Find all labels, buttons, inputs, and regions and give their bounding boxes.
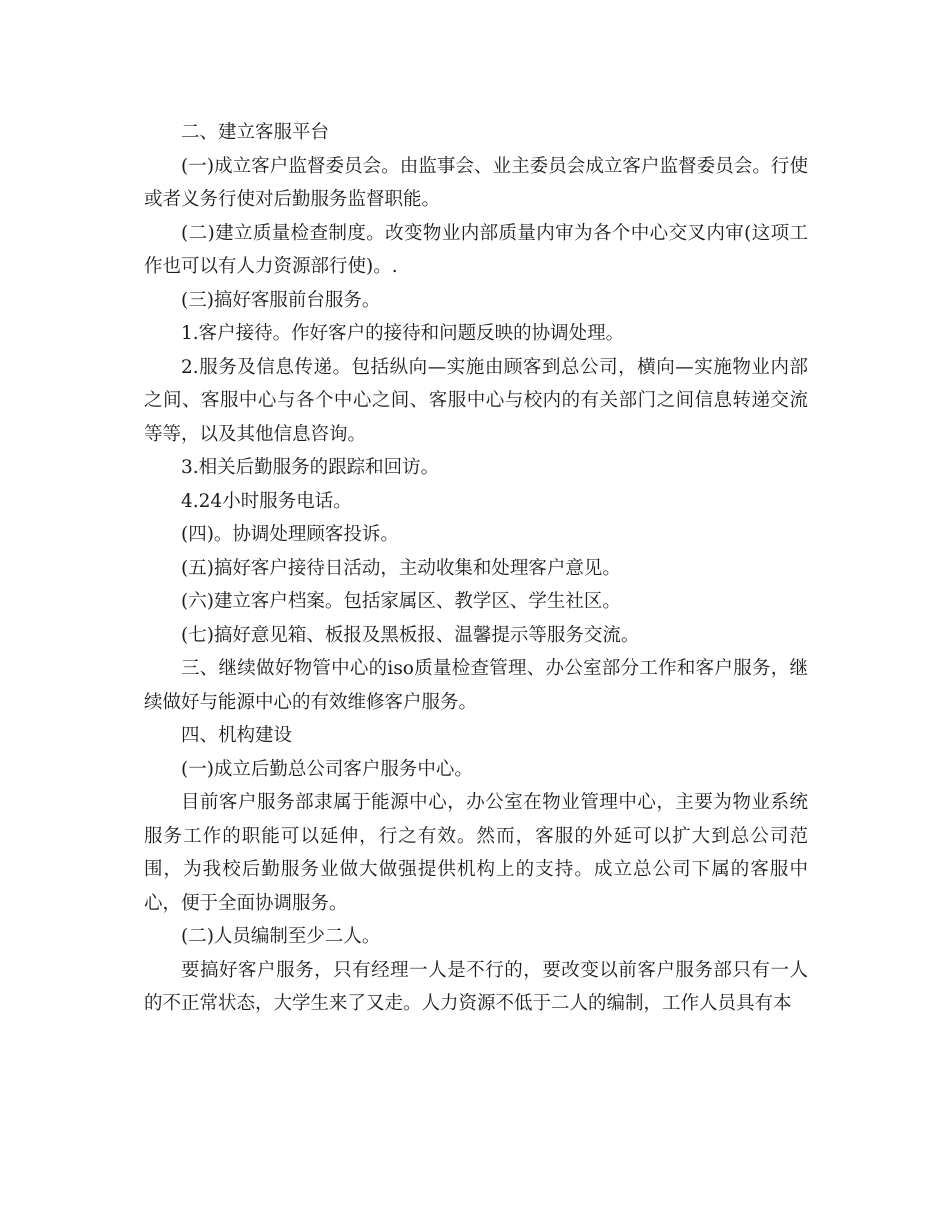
paragraph: (一)成立后勤总公司客户服务中心。 — [181, 758, 473, 780]
list-item: 2.服务及信息传递。包括纵向—实施由顾客到总公司，横向—实施物业内部之间、客服中心与各个中心之间、客服中心与校内的有关部门之间信息转递交流等等，以及其他信息咨询。 — [144, 356, 808, 445]
list-item: 1.客户接待。作好客户的接待和问题反映的协调处理。 — [181, 323, 625, 344]
paragraph: (二)人员编制至少二人。 — [181, 926, 381, 947]
paragraph: (七)搞好意见箱、板报及黑板报、温馨提示等服务交流。 — [181, 624, 640, 646]
paragraph: 目前客户服务部隶属于能源中心，办公室在物业管理中心，主要为物业系统服务工作的职能可以延伸，行之有效。然而，客服的外延可以扩大到总公司范围，为我校后勤服务业做大做强提供机构上的支持。成立总公司下属的客服中心，便于全面协调服务。 — [144, 792, 808, 914]
list-item: 3.相关后勤服务的跟踪和回访。 — [181, 457, 440, 478]
paragraph: (六)建立客户档案。包括家属区、教学区、学生社区。 — [181, 591, 621, 612]
section-heading-continue: 三、继续做好物管中心的iso质量检查管理、办公室部分工作和客户服务，继续做好与能源中心的有效维修客户服务。 — [144, 658, 808, 713]
paragraph: 要搞好客户服务，只有经理一人是不行的，要改变以前客户服务部只有一人的不正常状态，大学生来了又走。人力资源不低于二人的编制，工作人员具有本 — [144, 959, 808, 1014]
paragraph: (五)搞好客户接待日活动，主动收集和处理客户意见。 — [181, 557, 621, 579]
paragraph: (三)搞好客服前台服务。 — [181, 289, 381, 311]
paragraph: (一)成立客户监督委员会。由监事会、业主委员会成立客户监督委员会。行使或者义务行使对后勤服务监督职能。 — [144, 155, 808, 210]
section-heading-customer-service-platform: 二、建立客服平台 — [181, 122, 330, 143]
paragraph: (四)。协调处理顾客投诉。 — [181, 524, 399, 545]
paragraph: (二)建立质量检查制度。改变物业内部质量内审为各个中心交叉内审(这项工作也可以有人力资源部行使)。. — [144, 222, 808, 277]
section-heading-organization: 四、机构建设 — [181, 725, 293, 746]
document-body — [144, 116, 808, 1021]
list-item: 4.24小时服务电话。 — [181, 490, 352, 512]
